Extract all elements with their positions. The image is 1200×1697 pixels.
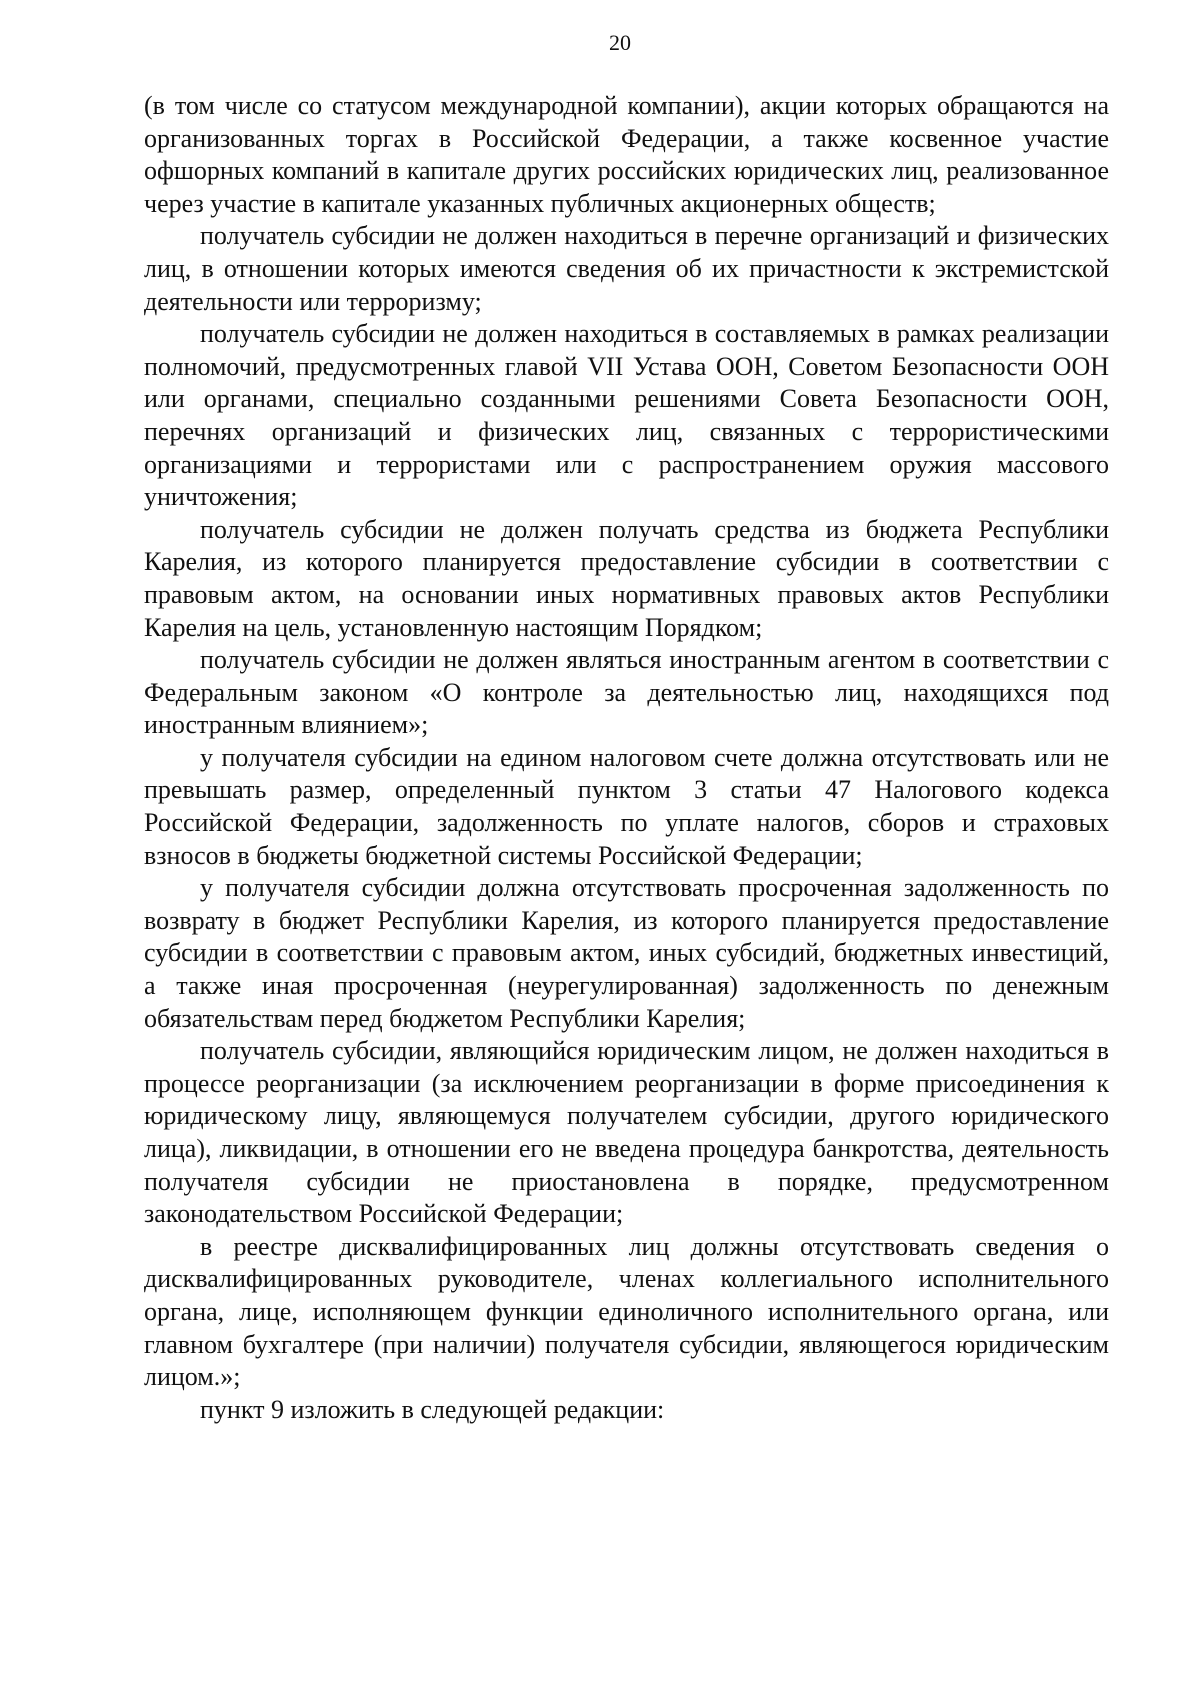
paragraph-disqualified-persons: в реестре дисквалифицированных лиц должны отсутствовать сведения о дисквалифицированных руководителе, членах коллегиального исполнительного органа, лице, исполняющем функции единоличного исполнительного органа, или главном бухгалтере (при наличии) получателя субсидии, являющегося юридическим лицом.»; <box>144 1231 1109 1392</box>
paragraph-no-other-budget-funds: получатель субсидии не должен получать средства из бюджета Республики Карелия, из которого планируется предоставление субсидии в соответствии с правовым актом, на основании иных нормативных правовых актов Республики Карелия на цель, установленную настоящим Порядком; <box>144 514 1109 642</box>
paragraph-un-security-council-list: получатель субсидии не должен находиться в составляемых в рамках реализации полномочий, предусмотренных главой VII Устава ООН, Советом Безопасности ООН или органами, специально созданными решениями Совета Безопасности ООН, перечнях организаций и физических лиц, связанных с террористическими организациями и террористами или с распространением оружия массового уничтожения; <box>144 319 1109 512</box>
paragraph-foreign-agent: получатель субсидии не должен являться иностранным агентом в соответствии с Федеральным законом «О контроле за деятельностью лиц, находящихся под иностранным влиянием»; <box>144 645 1109 740</box>
paragraph-reorganization: получатель субсидии, являющийся юридическим лицом, не должен находиться в процессе реорганизации (за исключением реорганизации в форме присоединения к юридическому лицу, являющемуся получателем субсидии, другого юридического лица), ликвидации, в отношении его не введена процедура банкротства, деятельность получателя субсидии не приостановлена в порядке, предусмотренном законодательством Российской Федерации; <box>144 1036 1109 1229</box>
paragraph-tax-debt: у получателя субсидии на едином налоговом счете должна отсутствовать или не превышать размер, определенный пунктом 3 статьи 47 Налогового кодекса Российской Федерации, задолженность по уплате налогов, сборов и страховых взносов в бюджеты бюджетной системы Российской Федерации; <box>144 742 1109 870</box>
paragraph-continuation: (в том числе со статусом международной компании), акции которых обращаются на организованных торгах в Российской Федерации, а также косвенное участие офшорных компаний в капитале других российских юридических лиц, реализованное через участие в капитале указанных публичных акционерных обществ; <box>144 91 1109 218</box>
paragraph-overdue-debt: у получателя субсидии должна отсутствовать просроченная задолженность по возврату в бюджет Республики Карелия, из которого планируется предоставление субсидии в соответствии с правовым актом, иных субсидий, бюджетных инвестиций, а также иная просроченная (неурегулированная) задолженность по денежным обязательствам перед бюджетом Республики Карелия; <box>144 873 1109 1033</box>
paragraph-extremism-list: получатель субсидии не должен находиться в перечне организаций и физических лиц, в отношении которых имеются сведения об их причастности к экстремистской деятельности или терроризму; <box>144 221 1109 316</box>
document-body <box>144 90 1109 1426</box>
paragraph-item-9: пункт 9 изложить в следующей редакции: <box>200 1394 665 1424</box>
page-number: 20 <box>609 30 631 55</box>
